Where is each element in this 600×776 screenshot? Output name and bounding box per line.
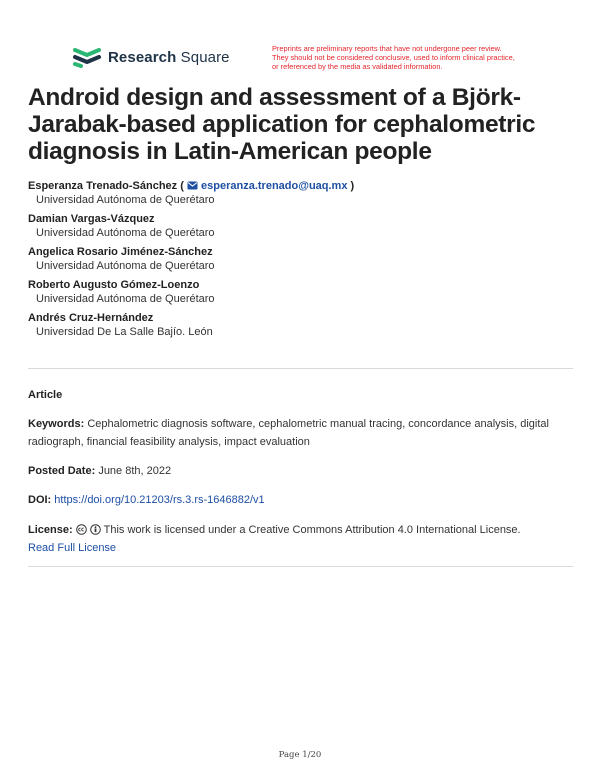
creative-commons-icon xyxy=(76,524,87,535)
author-affiliation: Universidad Autónoma de Querétaro xyxy=(36,194,215,206)
author-name: Esperanza Trenado-Sánchez ( esperanza.trenado@uaq.mx ) xyxy=(28,180,355,192)
posted-date-label: Posted Date: xyxy=(28,465,96,477)
author-list xyxy=(28,179,568,344)
author-affiliation: Universidad Autónoma de Querétaro xyxy=(36,260,215,272)
notice-line: They should not be considered conclusive, used to inform clinical practice, xyxy=(272,53,515,62)
author-email-link[interactable]: esperanza.trenado@uaq.mx xyxy=(187,180,348,192)
author-name: Angelica Rosario Jiménez-Sánchez xyxy=(28,246,213,258)
divider xyxy=(28,566,573,567)
keywords-label: Keywords: xyxy=(28,418,85,430)
page-number: Page 1/20 xyxy=(278,750,322,760)
attribution-icon xyxy=(90,524,101,535)
notice-line: or referenced by the media as validated information. xyxy=(272,62,443,71)
author-affiliation: Universidad Autónoma de Querétaro xyxy=(36,227,215,239)
author-name: Roberto Augusto Gómez-Loenzo xyxy=(28,279,200,291)
license-text: This work is licensed under a Creative Commons Attribution 4.0 International License. xyxy=(103,524,521,536)
read-full-license-link[interactable]: Read Full License xyxy=(28,542,117,554)
paper-title: Android design and assessment of a Björk-Jarabak-based application for cephalometric diagnosis in Latin-American people xyxy=(28,84,536,165)
license xyxy=(28,521,573,557)
keywords xyxy=(28,415,573,451)
posted-date-value: June 8th, 2022 xyxy=(98,465,172,477)
license-label: License: xyxy=(28,524,73,536)
posted-date xyxy=(28,462,573,480)
envelope-icon xyxy=(187,181,198,190)
preprint-notice xyxy=(272,44,552,71)
logo-text: Research Square xyxy=(108,48,230,66)
doi-link[interactable]: https://doi.org/10.21203/rs.3.rs-1646882/v1 xyxy=(54,494,265,506)
author-affiliation: Universidad De La Salle Bajío. León xyxy=(36,326,213,338)
doi xyxy=(28,491,573,509)
research-square-logo-icon xyxy=(73,46,101,68)
keywords-text: Cephalometric diagnosis software, cephalometric manual tracing, concordance analysis, digital radiograph, financial feasibility analysis, impact evaluation xyxy=(28,418,549,448)
divider xyxy=(28,368,573,369)
author-name: Damian Vargas-Vázquez xyxy=(28,213,155,225)
notice-line: Preprints are preliminary reports that have not undergone peer review. xyxy=(272,44,502,53)
research-square-logo[interactable] xyxy=(73,46,230,68)
article-type: Article xyxy=(28,389,63,401)
author-affiliation: Universidad Autónoma de Querétaro xyxy=(36,293,215,305)
doi-label: DOI: xyxy=(28,494,52,506)
author-name: Andrés Cruz-Hernández xyxy=(28,312,154,324)
